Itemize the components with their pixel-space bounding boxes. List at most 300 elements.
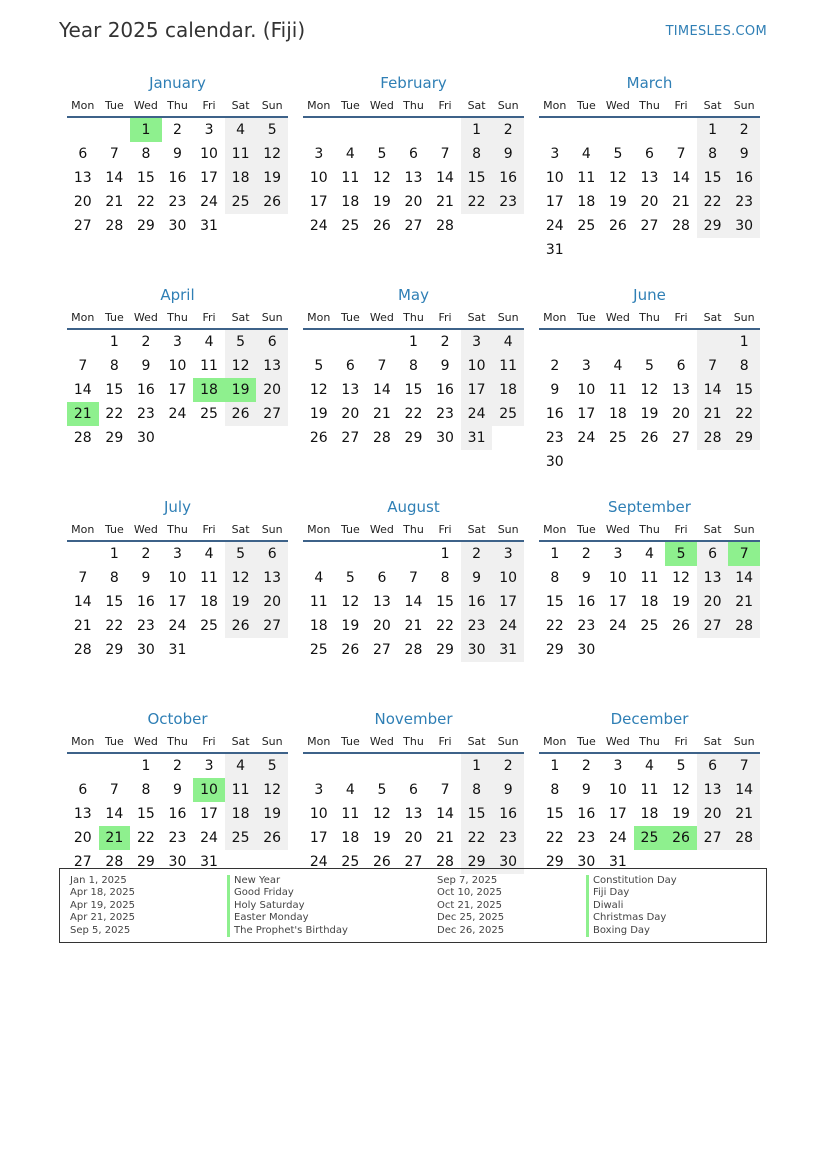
day-cell[interactable]: 9 — [141, 570, 151, 586]
day-cell[interactable]: 8 — [141, 146, 151, 162]
day-cell[interactable]: 3 — [173, 334, 182, 350]
holiday-day-cell[interactable]: 19 — [225, 378, 257, 402]
day-cell[interactable]: 27 — [404, 854, 423, 870]
day-cell[interactable]: 30 — [728, 214, 760, 238]
day-cell[interactable]: 7 — [440, 146, 450, 162]
day-cell[interactable]: 2 — [581, 546, 591, 562]
day-cell[interactable]: 9 — [173, 782, 182, 798]
day-cell[interactable]: 31 — [461, 426, 493, 450]
day-cell[interactable]: 9 — [581, 570, 591, 586]
day-cell[interactable]: 4 — [225, 118, 257, 142]
day-cell[interactable]: 28 — [728, 614, 760, 638]
day-cell[interactable]: 20 — [256, 378, 288, 402]
day-cell[interactable]: 3 — [314, 146, 324, 162]
day-cell[interactable]: 5 — [225, 542, 257, 566]
day-cell[interactable]: 1 — [409, 334, 418, 350]
day-cell[interactable]: 24 — [492, 614, 524, 638]
day-cell[interactable]: 16 — [577, 594, 596, 610]
day-cell[interactable]: 3 — [204, 758, 214, 774]
day-cell[interactable]: 11 — [492, 354, 524, 378]
day-cell[interactable]: 8 — [697, 142, 729, 166]
day-cell[interactable]: 19 — [341, 618, 360, 634]
day-cell[interactable]: 1 — [440, 546, 450, 562]
day-cell[interactable]: 24 — [309, 854, 328, 870]
day-cell[interactable]: 27 — [697, 614, 729, 638]
day-cell[interactable]: 10 — [608, 570, 627, 586]
day-cell[interactable]: 17 — [309, 830, 328, 846]
day-cell[interactable]: 26 — [640, 430, 659, 446]
day-cell[interactable]: 7 — [409, 570, 418, 586]
day-cell[interactable]: 13 — [256, 354, 288, 378]
day-cell[interactable]: 13 — [404, 170, 423, 186]
day-cell[interactable]: 29 — [105, 430, 124, 446]
day-cell[interactable]: 22 — [404, 406, 423, 422]
day-cell[interactable]: 2 — [492, 754, 524, 778]
day-cell[interactable]: 9 — [141, 358, 151, 374]
day-cell[interactable]: 2 — [492, 118, 524, 142]
day-cell[interactable]: 19 — [672, 806, 690, 822]
day-cell[interactable]: 25 — [640, 618, 659, 634]
day-cell[interactable]: 13 — [640, 170, 659, 186]
day-cell[interactable]: 17 — [309, 194, 328, 210]
day-cell[interactable]: 28 — [73, 430, 92, 446]
day-cell[interactable]: 8 — [728, 354, 760, 378]
day-cell[interactable]: 4 — [204, 334, 214, 350]
day-cell[interactable]: 7 — [109, 782, 119, 798]
day-cell[interactable]: 12 — [256, 778, 288, 802]
day-cell[interactable]: 24 — [461, 402, 493, 426]
day-cell[interactable]: 17 — [200, 806, 218, 822]
day-cell[interactable]: 6 — [697, 542, 729, 566]
day-cell[interactable]: 26 — [672, 618, 690, 634]
day-cell[interactable]: 13 — [73, 170, 92, 186]
day-cell[interactable]: 15 — [136, 170, 155, 186]
day-cell[interactable]: 7 — [697, 354, 729, 378]
day-cell[interactable]: 29 — [436, 642, 454, 658]
day-cell[interactable]: 2 — [728, 118, 760, 142]
day-cell[interactable]: 13 — [341, 382, 360, 398]
day-cell[interactable]: 3 — [613, 546, 623, 562]
day-cell[interactable]: 13 — [697, 778, 729, 802]
day-cell[interactable]: 9 — [581, 782, 591, 798]
day-cell[interactable]: 17 — [545, 194, 564, 210]
day-cell[interactable]: 5 — [256, 118, 288, 142]
day-cell[interactable]: 6 — [78, 782, 88, 798]
day-cell[interactable]: 8 — [109, 358, 119, 374]
day-cell[interactable]: 26 — [608, 218, 627, 234]
day-cell[interactable]: 10 — [492, 566, 524, 590]
holiday-day-cell[interactable]: 25 — [634, 826, 666, 850]
day-cell[interactable]: 21 — [105, 194, 124, 210]
day-cell[interactable]: 22 — [105, 618, 124, 634]
day-cell[interactable]: 18 — [640, 806, 659, 822]
day-cell[interactable]: 8 — [109, 570, 119, 586]
day-cell[interactable]: 16 — [545, 406, 564, 422]
day-cell[interactable]: 17 — [577, 406, 596, 422]
holiday-day-cell[interactable]: 7 — [728, 542, 760, 566]
day-cell[interactable]: 21 — [372, 406, 391, 422]
day-cell[interactable]: 24 — [168, 618, 187, 634]
day-cell[interactable]: 24 — [608, 618, 627, 634]
day-cell[interactable]: 28 — [672, 218, 690, 234]
day-cell[interactable]: 1 — [141, 758, 151, 774]
day-cell[interactable]: 22 — [545, 618, 564, 634]
day-cell[interactable]: 10 — [200, 146, 218, 162]
day-cell[interactable]: 2 — [581, 758, 591, 774]
day-cell[interactable]: 25 — [577, 218, 596, 234]
holiday-day-cell[interactable]: 5 — [665, 542, 697, 566]
day-cell[interactable]: 3 — [550, 146, 560, 162]
day-cell[interactable]: 8 — [550, 782, 560, 798]
day-cell[interactable]: 12 — [672, 782, 690, 798]
day-cell[interactable]: 12 — [608, 170, 627, 186]
day-cell[interactable]: 25 — [200, 406, 218, 422]
day-cell[interactable]: 28 — [697, 426, 729, 450]
day-cell[interactable]: 12 — [309, 382, 328, 398]
day-cell[interactable]: 15 — [136, 806, 155, 822]
day-cell[interactable]: 6 — [377, 570, 387, 586]
day-cell[interactable]: 10 — [577, 382, 596, 398]
day-cell[interactable]: 2 — [173, 122, 182, 138]
day-cell[interactable]: 13 — [697, 566, 729, 590]
day-cell[interactable]: 30 — [545, 454, 564, 470]
day-cell[interactable]: 18 — [608, 406, 627, 422]
day-cell[interactable]: 8 — [461, 142, 493, 166]
day-cell[interactable]: 2 — [461, 542, 493, 566]
day-cell[interactable]: 29 — [136, 854, 155, 870]
day-cell[interactable]: 17 — [461, 378, 493, 402]
day-cell[interactable]: 23 — [492, 190, 524, 214]
day-cell[interactable]: 30 — [492, 850, 524, 874]
day-cell[interactable]: 30 — [577, 854, 596, 870]
day-cell[interactable]: 27 — [697, 826, 729, 850]
day-cell[interactable]: 22 — [461, 826, 493, 850]
day-cell[interactable]: 23 — [136, 618, 155, 634]
day-cell[interactable]: 22 — [136, 830, 155, 846]
day-cell[interactable]: 11 — [640, 782, 659, 798]
day-cell[interactable]: 16 — [136, 594, 155, 610]
holiday-day-cell[interactable]: 10 — [193, 778, 225, 802]
day-cell[interactable]: 21 — [436, 830, 454, 846]
day-cell[interactable]: 28 — [372, 430, 391, 446]
day-cell[interactable]: 9 — [492, 778, 524, 802]
day-cell[interactable]: 21 — [672, 194, 690, 210]
day-cell[interactable]: 5 — [314, 358, 324, 374]
day-cell[interactable]: 2 — [550, 358, 560, 374]
day-cell[interactable]: 20 — [697, 590, 729, 614]
day-cell[interactable]: 1 — [461, 754, 493, 778]
day-cell[interactable]: 9 — [492, 142, 524, 166]
day-cell[interactable]: 23 — [168, 194, 187, 210]
day-cell[interactable]: 14 — [404, 594, 423, 610]
day-cell[interactable]: 1 — [109, 546, 119, 562]
day-cell[interactable]: 25 — [492, 402, 524, 426]
day-cell[interactable]: 5 — [377, 782, 387, 798]
day-cell[interactable]: 26 — [225, 402, 257, 426]
day-cell[interactable]: 10 — [461, 354, 493, 378]
day-cell[interactable]: 29 — [105, 642, 124, 658]
day-cell[interactable]: 11 — [200, 570, 218, 586]
day-cell[interactable]: 20 — [672, 406, 690, 422]
day-cell[interactable]: 19 — [672, 594, 690, 610]
day-cell[interactable]: 30 — [168, 854, 187, 870]
day-cell[interactable]: 18 — [577, 194, 596, 210]
day-cell[interactable]: 15 — [404, 382, 423, 398]
day-cell[interactable]: 11 — [200, 358, 218, 374]
day-cell[interactable]: 17 — [608, 594, 627, 610]
holiday-day-cell[interactable]: 21 — [67, 402, 99, 426]
day-cell[interactable]: 21 — [73, 618, 92, 634]
day-cell[interactable]: 10 — [545, 170, 564, 186]
day-cell[interactable]: 4 — [581, 146, 591, 162]
day-cell[interactable]: 26 — [225, 614, 257, 638]
day-cell[interactable]: 4 — [645, 758, 654, 774]
day-cell[interactable]: 15 — [461, 166, 493, 190]
day-cell[interactable]: 27 — [73, 854, 92, 870]
day-cell[interactable]: 12 — [256, 142, 288, 166]
day-cell[interactable]: 27 — [73, 218, 92, 234]
day-cell[interactable]: 23 — [461, 614, 493, 638]
day-cell[interactable]: 15 — [105, 382, 124, 398]
day-cell[interactable]: 5 — [676, 758, 686, 774]
day-cell[interactable]: 7 — [377, 358, 387, 374]
day-cell[interactable]: 1 — [550, 758, 560, 774]
day-cell[interactable]: 3 — [173, 546, 182, 562]
day-cell[interactable]: 2 — [141, 546, 151, 562]
day-cell[interactable]: 18 — [225, 802, 257, 826]
day-cell[interactable]: 14 — [105, 806, 124, 822]
day-cell[interactable]: 12 — [225, 354, 257, 378]
day-cell[interactable]: 23 — [436, 406, 454, 422]
day-cell[interactable]: 12 — [225, 566, 257, 590]
day-cell[interactable]: 29 — [697, 214, 729, 238]
day-cell[interactable]: 20 — [341, 406, 360, 422]
day-cell[interactable]: 27 — [404, 218, 423, 234]
day-cell[interactable]: 31 — [492, 638, 524, 662]
day-cell[interactable]: 5 — [613, 146, 623, 162]
day-cell[interactable]: 12 — [341, 594, 360, 610]
day-cell[interactable]: 25 — [225, 826, 257, 850]
day-cell[interactable]: 19 — [256, 802, 288, 826]
day-cell[interactable]: 28 — [436, 218, 454, 234]
day-cell[interactable]: 23 — [545, 430, 564, 446]
day-cell[interactable]: 11 — [225, 778, 257, 802]
day-cell[interactable]: 25 — [309, 642, 328, 658]
day-cell[interactable]: 13 — [73, 806, 92, 822]
day-cell[interactable]: 13 — [672, 382, 690, 398]
day-cell[interactable]: 31 — [200, 854, 218, 870]
day-cell[interactable]: 22 — [136, 194, 155, 210]
day-cell[interactable]: 19 — [256, 166, 288, 190]
day-cell[interactable]: 14 — [105, 170, 124, 186]
day-cell[interactable]: 16 — [136, 382, 155, 398]
day-cell[interactable]: 24 — [545, 218, 564, 234]
day-cell[interactable]: 14 — [372, 382, 391, 398]
day-cell[interactable]: 20 — [640, 194, 659, 210]
day-cell[interactable]: 6 — [697, 754, 729, 778]
day-cell[interactable]: 7 — [440, 782, 450, 798]
day-cell[interactable]: 23 — [728, 190, 760, 214]
day-cell[interactable]: 5 — [645, 358, 654, 374]
day-cell[interactable]: 9 — [461, 566, 493, 590]
day-cell[interactable]: 6 — [256, 330, 288, 354]
day-cell[interactable]: 7 — [109, 146, 119, 162]
day-cell[interactable]: 18 — [341, 830, 360, 846]
day-cell[interactable]: 15 — [697, 166, 729, 190]
day-cell[interactable]: 4 — [645, 546, 654, 562]
day-cell[interactable]: 7 — [78, 358, 88, 374]
day-cell[interactable]: 15 — [728, 378, 760, 402]
day-cell[interactable]: 15 — [545, 806, 564, 822]
day-cell[interactable]: 6 — [345, 358, 355, 374]
day-cell[interactable]: 5 — [225, 330, 257, 354]
day-cell[interactable]: 4 — [492, 330, 524, 354]
day-cell[interactable]: 4 — [314, 570, 324, 586]
day-cell[interactable]: 19 — [372, 194, 391, 210]
day-cell[interactable]: 29 — [545, 642, 564, 658]
day-cell[interactable]: 15 — [461, 802, 493, 826]
day-cell[interactable]: 12 — [372, 806, 391, 822]
day-cell[interactable]: 19 — [309, 406, 328, 422]
day-cell[interactable]: 1 — [728, 330, 760, 354]
day-cell[interactable]: 7 — [728, 754, 760, 778]
day-cell[interactable]: 8 — [409, 358, 418, 374]
day-cell[interactable]: 9 — [728, 142, 760, 166]
day-cell[interactable]: 8 — [440, 570, 450, 586]
day-cell[interactable]: 4 — [225, 754, 257, 778]
day-cell[interactable]: 4 — [204, 546, 214, 562]
day-cell[interactable]: 5 — [345, 570, 355, 586]
day-cell[interactable]: 16 — [436, 382, 454, 398]
day-cell[interactable]: 20 — [404, 830, 423, 846]
day-cell[interactable]: 21 — [728, 802, 760, 826]
day-cell[interactable]: 28 — [105, 218, 124, 234]
day-cell[interactable]: 19 — [225, 590, 257, 614]
day-cell[interactable]: 7 — [78, 570, 88, 586]
day-cell[interactable]: 1 — [461, 118, 493, 142]
day-cell[interactable]: 28 — [73, 642, 92, 658]
day-cell[interactable]: 22 — [461, 190, 493, 214]
day-cell[interactable]: 22 — [728, 402, 760, 426]
day-cell[interactable]: 25 — [341, 854, 360, 870]
holiday-day-cell[interactable]: 18 — [193, 378, 225, 402]
day-cell[interactable]: 31 — [168, 642, 187, 658]
day-cell[interactable]: 27 — [672, 430, 690, 446]
day-cell[interactable]: 14 — [73, 594, 92, 610]
day-cell[interactable]: 5 — [256, 754, 288, 778]
day-cell[interactable]: 29 — [136, 218, 155, 234]
holiday-day-cell[interactable]: 21 — [99, 826, 131, 850]
day-cell[interactable]: 12 — [672, 570, 690, 586]
day-cell[interactable]: 24 — [309, 218, 328, 234]
day-cell[interactable]: 11 — [577, 170, 596, 186]
day-cell[interactable]: 17 — [168, 594, 187, 610]
day-cell[interactable]: 28 — [105, 854, 124, 870]
day-cell[interactable]: 9 — [550, 382, 560, 398]
day-cell[interactable]: 18 — [200, 594, 218, 610]
day-cell[interactable]: 30 — [461, 638, 493, 662]
day-cell[interactable]: 16 — [168, 806, 187, 822]
brand-link[interactable]: TIMESLES.COM — [665, 24, 767, 39]
day-cell[interactable]: 28 — [728, 826, 760, 850]
day-cell[interactable]: 6 — [409, 146, 418, 162]
day-cell[interactable]: 14 — [697, 378, 729, 402]
day-cell[interactable]: 15 — [545, 594, 564, 610]
day-cell[interactable]: 25 — [225, 190, 257, 214]
day-cell[interactable]: 3 — [204, 122, 214, 138]
day-cell[interactable]: 12 — [372, 170, 391, 186]
day-cell[interactable]: 3 — [492, 542, 524, 566]
day-cell[interactable]: 16 — [492, 166, 524, 190]
day-cell[interactable]: 13 — [404, 806, 423, 822]
day-cell[interactable]: 26 — [372, 854, 391, 870]
day-cell[interactable]: 1 — [550, 546, 560, 562]
day-cell[interactable]: 30 — [168, 218, 187, 234]
day-cell[interactable]: 19 — [608, 194, 627, 210]
day-cell[interactable]: 10 — [168, 570, 187, 586]
day-cell[interactable]: 11 — [341, 806, 360, 822]
day-cell[interactable]: 17 — [168, 382, 187, 398]
day-cell[interactable]: 5 — [377, 146, 387, 162]
day-cell[interactable]: 29 — [404, 430, 423, 446]
day-cell[interactable]: 15 — [436, 594, 454, 610]
day-cell[interactable]: 18 — [225, 166, 257, 190]
day-cell[interactable]: 29 — [728, 426, 760, 450]
day-cell[interactable]: 3 — [314, 782, 324, 798]
day-cell[interactable]: 8 — [141, 782, 151, 798]
day-cell[interactable]: 25 — [341, 218, 360, 234]
day-cell[interactable]: 4 — [613, 358, 623, 374]
day-cell[interactable]: 17 — [200, 170, 218, 186]
day-cell[interactable]: 24 — [577, 430, 596, 446]
day-cell[interactable]: 2 — [141, 334, 151, 350]
day-cell[interactable]: 26 — [309, 430, 328, 446]
day-cell[interactable]: 21 — [728, 590, 760, 614]
day-cell[interactable]: 22 — [105, 406, 124, 422]
day-cell[interactable]: 14 — [728, 778, 760, 802]
day-cell[interactable]: 26 — [372, 218, 391, 234]
day-cell[interactable]: 17 — [608, 806, 627, 822]
day-cell[interactable]: 26 — [341, 642, 360, 658]
day-cell[interactable]: 18 — [492, 378, 524, 402]
day-cell[interactable]: 25 — [608, 430, 627, 446]
day-cell[interactable]: 6 — [645, 146, 654, 162]
day-cell[interactable]: 6 — [676, 358, 686, 374]
day-cell[interactable]: 9 — [173, 146, 182, 162]
day-cell[interactable]: 22 — [436, 618, 454, 634]
day-cell[interactable]: 3 — [581, 358, 591, 374]
day-cell[interactable]: 10 — [608, 782, 627, 798]
day-cell[interactable]: 4 — [345, 782, 355, 798]
day-cell[interactable]: 21 — [436, 194, 454, 210]
day-cell[interactable]: 1 — [109, 334, 119, 350]
day-cell[interactable]: 31 — [545, 242, 564, 258]
day-cell[interactable]: 16 — [577, 806, 596, 822]
day-cell[interactable]: 31 — [200, 218, 218, 234]
day-cell[interactable]: 7 — [676, 146, 686, 162]
day-cell[interactable]: 21 — [697, 402, 729, 426]
day-cell[interactable]: 27 — [341, 430, 360, 446]
day-cell[interactable]: 26 — [256, 190, 288, 214]
day-cell[interactable]: 23 — [577, 618, 596, 634]
day-cell[interactable]: 23 — [136, 406, 155, 422]
day-cell[interactable]: 11 — [225, 142, 257, 166]
day-cell[interactable]: 20 — [404, 194, 423, 210]
day-cell[interactable]: 14 — [728, 566, 760, 590]
day-cell[interactable]: 17 — [492, 590, 524, 614]
day-cell[interactable]: 19 — [372, 830, 391, 846]
day-cell[interactable]: 8 — [550, 570, 560, 586]
